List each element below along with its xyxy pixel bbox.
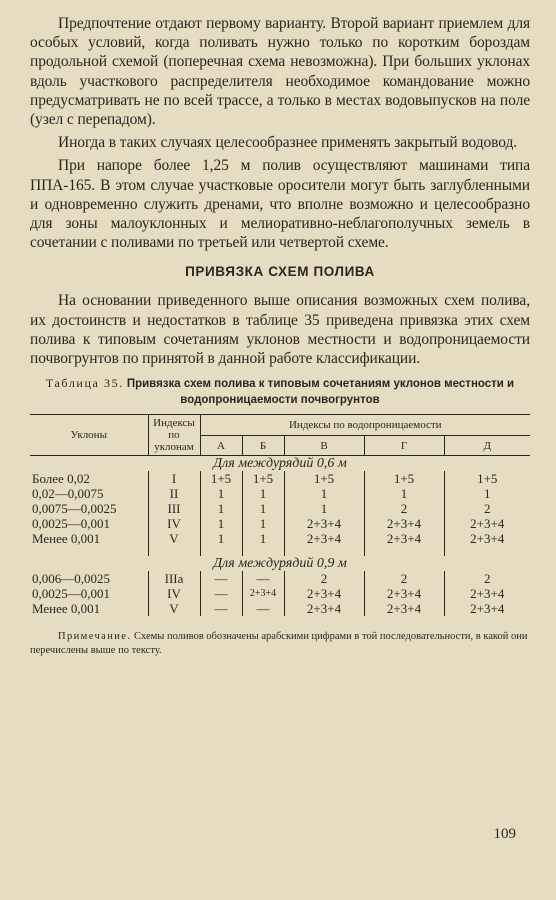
table-row <box>30 601 530 616</box>
header-perm-a: А <box>200 435 242 456</box>
header-perm-v: В <box>284 435 364 456</box>
paragraph-3: При напоре более 1,25 м полив осуществляют машинами типа ППА-165. В этом случае участковые оросители могут быть заглубленными и одновременно служить дренами, что вполне возможно и целесообразно для зоны малоуклонных и мелиоративно-неблагополучных земель в сочетании с поливами по третьей или четвертой схеме. <box>30 157 530 252</box>
note-text: Схемы поливов обозначены арабскими цифрами в той последовательности, в какой они перечислены выше по тексту. <box>30 631 528 657</box>
scheme-cell: 1+5 <box>242 471 284 486</box>
slope-index-cell: II <box>148 486 200 501</box>
slope-cell: 0,0025—0,001 <box>32 586 110 602</box>
scheme-cell: 1 <box>200 531 242 546</box>
scheme-cell: — <box>242 601 284 616</box>
scheme-cell: 2+3+4 <box>364 531 444 546</box>
section-title: Для междурядий 0,6 м <box>213 456 347 472</box>
scheme-cell: 1+5 <box>200 471 242 486</box>
scheme-cell: 1+5 <box>284 471 364 486</box>
table-row <box>30 486 530 501</box>
scheme-cell: 1 <box>242 531 284 546</box>
section-title-row <box>30 556 530 571</box>
scheme-cell: 2 <box>444 571 530 586</box>
gap-cell <box>284 546 364 556</box>
slope-index-cell: IV <box>148 586 200 601</box>
scheme-cell: 2+3+4 <box>284 531 364 546</box>
slope-cell: Более 0,02 <box>32 471 90 487</box>
section-title: Для междурядий 0,9 м <box>213 556 347 572</box>
header-perm-d: Д <box>444 435 530 456</box>
scheme-cell: 1+5 <box>444 471 530 486</box>
table-body <box>30 456 530 617</box>
gap-cell <box>444 546 530 556</box>
header-slopes: Уклоны <box>30 415 148 456</box>
section-gap <box>30 546 530 556</box>
section-title-row <box>30 456 530 472</box>
scheme-cell: — <box>242 571 284 586</box>
gap-cell <box>364 546 444 556</box>
slope-cell: 0,006—0,0025 <box>32 571 110 587</box>
scheme-cell: 1 <box>284 486 364 501</box>
table-caption <box>30 376 530 408</box>
table-note <box>30 630 530 658</box>
slope-cell: Менее 0,001 <box>32 601 101 617</box>
scheme-cell: — <box>200 571 242 586</box>
page-number: 109 <box>493 826 516 842</box>
paragraph-1: Предпочтение отдают первому варианту. Второй вариант приемлем для особых условий, когда поливать нужно только по коротким бороздам продольной схемой (поперечная схема невозможна). При больших уклонах вдоль участкового распределителя необходимое командование можно предусматривать не по всей трассе, а только в местах водовыпусков на поле (узел с перепадом). <box>30 15 530 129</box>
scheme-cell: 1 <box>364 486 444 501</box>
header-permeability-index: Индексы по водопроницаемости <box>200 415 530 436</box>
scheme-cell: 2+3+4 <box>284 586 364 601</box>
header-perm-b: Б <box>242 435 284 456</box>
slope-index-cell: III <box>148 501 200 516</box>
scheme-cell: — <box>200 586 242 601</box>
scheme-cell: 2+3+4 <box>284 601 364 616</box>
gap-cell <box>148 546 200 556</box>
gap-cell <box>242 546 284 556</box>
table-row <box>30 586 530 601</box>
slope-cell: 0,0075—0,0025 <box>32 501 117 517</box>
table-row <box>30 516 530 531</box>
header-slope-index: Индексы по уклонам <box>148 415 200 456</box>
table-caption-title: Привязка схем полива к типовым сочетаниям уклонов местности и водопроницаемости почвогрунтов <box>126 378 515 407</box>
scheme-cell: 2+3+4 <box>364 586 444 601</box>
slope-cell: 0,0025—0,001 <box>32 516 110 532</box>
scheme-cell: 2 <box>444 501 530 516</box>
scheme-cell: 2+3+4 <box>242 586 284 601</box>
scheme-cell: 2+3+4 <box>364 601 444 616</box>
scheme-cell: 2+3+4 <box>444 586 530 601</box>
irrigation-table <box>30 414 530 616</box>
intro-paragraph: На основании приведенного выше описания возможных схем полива, их достоинств и недостатков в таблице 35 приведена привязка этих схем полива к типовым сочетаниям уклонов местности и водопроницаемости почвогрунтов по принятой в данной работе классификации. <box>30 292 530 368</box>
scheme-cell: 1 <box>444 486 530 501</box>
slope-index-cell: I <box>148 471 200 486</box>
scheme-cell: 1 <box>242 486 284 501</box>
table-row <box>30 531 530 546</box>
table-row <box>30 571 530 586</box>
table-row <box>30 471 530 486</box>
table-caption-label: Таблица 35. <box>45 376 124 391</box>
slope-cell: Менее 0,001 <box>32 531 101 547</box>
scheme-cell: — <box>200 601 242 616</box>
gap-cell <box>30 546 148 556</box>
scheme-cell: 1 <box>242 501 284 516</box>
scheme-cell: 2+3+4 <box>444 601 530 616</box>
scheme-cell: 1 <box>200 516 242 531</box>
scheme-cell: 2+3+4 <box>364 516 444 531</box>
slope-cell: 0,02—0,0075 <box>32 486 104 502</box>
scheme-cell: 1 <box>200 501 242 516</box>
scheme-cell: 2+3+4 <box>444 516 530 531</box>
scheme-cell: 2 <box>364 501 444 516</box>
slope-index-cell: IIIа <box>148 571 200 586</box>
scheme-cell: 1 <box>200 486 242 501</box>
paragraph-2: Иногда в таких случаях целесообразнее применять закрытый водовод. <box>58 134 518 152</box>
slope-index-cell: IV <box>148 516 200 531</box>
table-row <box>30 501 530 516</box>
scheme-cell: 2+3+4 <box>444 531 530 546</box>
note-label: Примечание. <box>58 631 132 643</box>
slope-index-cell: V <box>148 601 200 616</box>
gap-cell <box>200 546 242 556</box>
scheme-cell: 1 <box>242 516 284 531</box>
scheme-cell: 1 <box>284 501 364 516</box>
scheme-cell: 2 <box>364 571 444 586</box>
scheme-cell: 2 <box>284 571 364 586</box>
slope-index-cell: V <box>148 531 200 546</box>
scheme-cell: 2+3+4 <box>284 516 364 531</box>
header-perm-g: Г <box>364 435 444 456</box>
scheme-cell: 1+5 <box>364 471 444 486</box>
section-heading: ПРИВЯЗКА СХЕМ ПОЛИВА <box>185 264 375 280</box>
